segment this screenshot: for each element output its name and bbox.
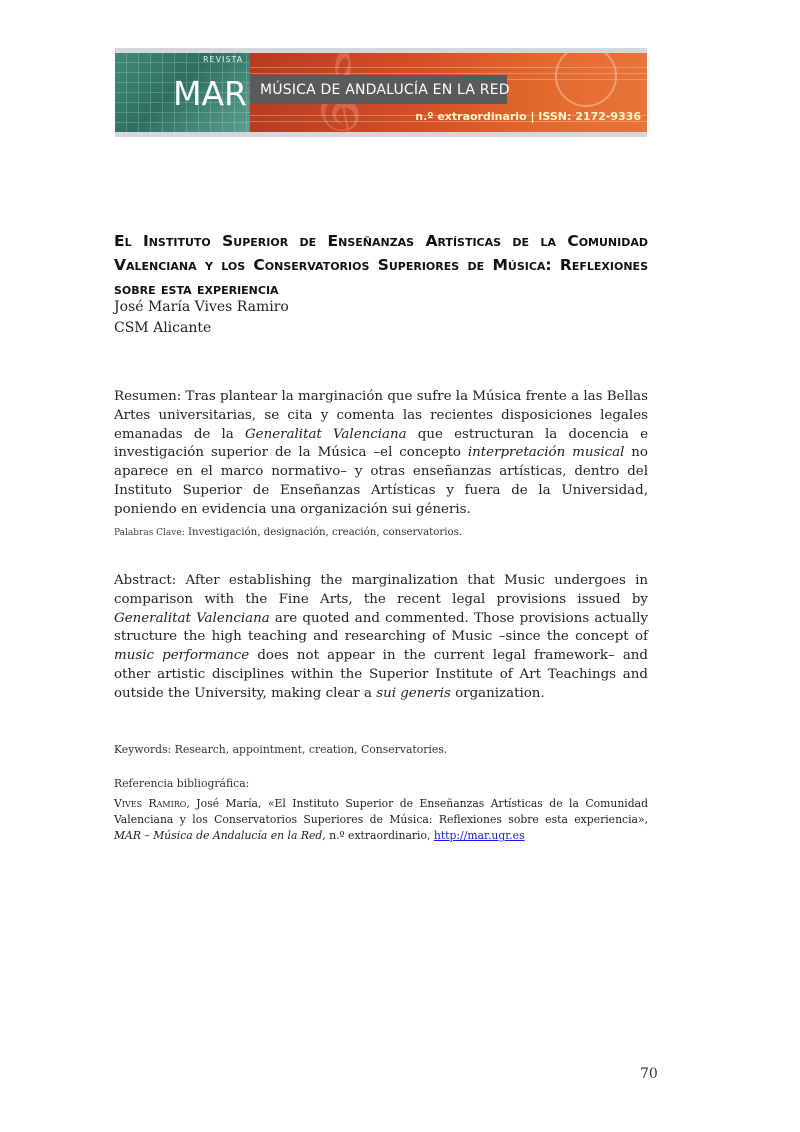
abstract-paragraph: Abstract: After establishing the marginalization that Music undergoes in comparison with the Fine Arts, the recent legal provisions issued by Generalitat Valenciana are quoted and commented. Those provisions actually structure the high teaching and researching of Music –since the concept of music performance does not appear in the current legal framework– and other artistic disciplines within the Superior Institute of Art Teachings and outside the University, making clear a sui generis organization. (114, 573, 649, 701)
palabras-clave: Palabras Clave: Investigación, designación, creación, conservatorios. (114, 527, 463, 538)
banner-issn: n.º extraordinario | ISSN: 2172-9336 (415, 110, 641, 123)
banner-subtitle: MÚSICA DE ANDALUCÍA EN LA RED (260, 82, 510, 98)
journal-link[interactable]: http://mar.ugr.es (433, 829, 525, 842)
referencia-bibliografica: Vives Ramiro, José María, «El Instituto Superior de Enseñanzas Artísticas de la Comunidad Valenciana y los Conservatorios Superiores de Música: Reflexiones sobre esta experiencia», MAR – Música de Andalucía en la Red, n.º extraordinario, http://mar.ugr.es (114, 797, 649, 842)
banner-logo-mar: MAR (173, 74, 247, 113)
banner-revista-label: REVISTA (203, 55, 244, 64)
referencia-label: Referencia bibliográfica: (114, 777, 250, 790)
article-author: José María Vives Ramiro (114, 299, 289, 315)
journal-banner (115, 48, 647, 137)
keywords: Keywords: Research, appointment, creation, Conservatories. (114, 743, 448, 756)
page-number: 70 (640, 1066, 658, 1082)
article-affiliation: CSM Alicante (114, 320, 212, 336)
resumen-paragraph: Resumen: Tras plantear la marginación que sufre la Música frente a las Bellas Artes universitarias, se cita y comenta las recientes disposiciones legales emanadas de la Generalitat Valenciana que estructuran la docencia e investigación superior de la Música –el concepto interpretación musical no aparece en el marco normativo– y otras enseñanzas artísticas, dentro del Instituto Superior de Enseñanzas Artísticas y fuera de la Universidad, poniendo en evidencia una organización sui géneris. (114, 389, 648, 517)
article-title: El Instituto Superior de Enseñanzas Artísticas de la Comunidad Valenciana y los Conservatorios Superiores de Música: Reflexiones sobre esta experiencia (114, 232, 648, 298)
decorative-circle-icon (555, 53, 617, 107)
